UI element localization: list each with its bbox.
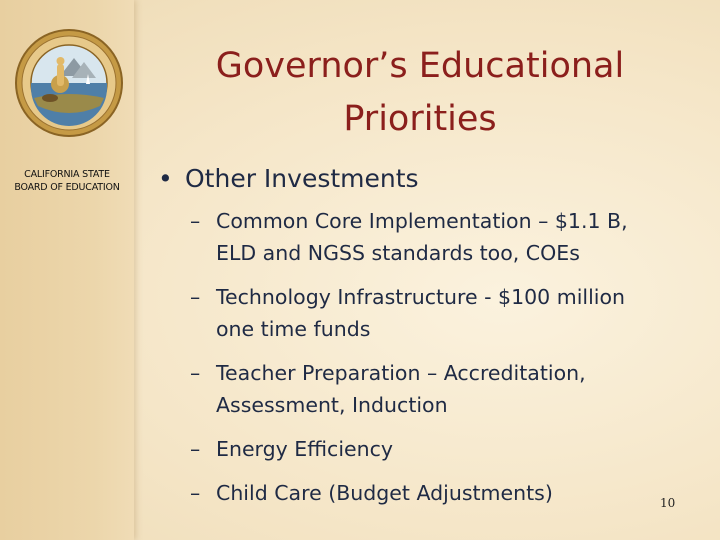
page-number: 10 xyxy=(660,496,676,510)
org-name-line-1: CALIFORNIA STATE xyxy=(24,169,110,180)
dash-marker: – xyxy=(190,361,201,385)
main-bullet xyxy=(158,164,419,193)
dash-marker: – xyxy=(190,437,201,461)
org-name-line-2: BOARD OF EDUCATION xyxy=(14,182,120,193)
list-item xyxy=(190,478,690,508)
california-state-seal-icon xyxy=(14,28,124,138)
slide-title xyxy=(150,40,690,146)
list-item xyxy=(190,282,690,344)
organization-name xyxy=(0,168,134,194)
list-item-text: ELD and NGSS standards too, COEs xyxy=(216,241,580,265)
list-item-text: Common Core Implementation – $1.1 B, xyxy=(216,209,628,233)
list-item xyxy=(190,358,690,420)
list-item-text: Child Care (Budget Adjustments) xyxy=(216,481,553,505)
list-item xyxy=(190,206,690,268)
title-line-1: Governor’s Educational xyxy=(215,46,625,86)
list-item-text: one time funds xyxy=(216,317,371,341)
bullet-marker: • xyxy=(158,164,173,193)
main-bullet-text: Other Investments xyxy=(185,164,419,193)
dash-marker: – xyxy=(190,209,201,233)
list-item-text: Assessment, Induction xyxy=(216,393,448,417)
sidebar xyxy=(0,0,134,540)
list-item-text: Technology Infrastructure - $100 million xyxy=(216,285,626,309)
title-line-2: Priorities xyxy=(343,99,497,139)
list-item-text: Energy Efficiency xyxy=(216,437,394,461)
sub-bullet-list xyxy=(190,206,690,522)
dash-marker: – xyxy=(190,285,201,309)
list-item-text: Teacher Preparation – Accreditation, xyxy=(216,361,586,385)
list-item xyxy=(190,434,690,464)
dash-marker: – xyxy=(190,481,201,505)
